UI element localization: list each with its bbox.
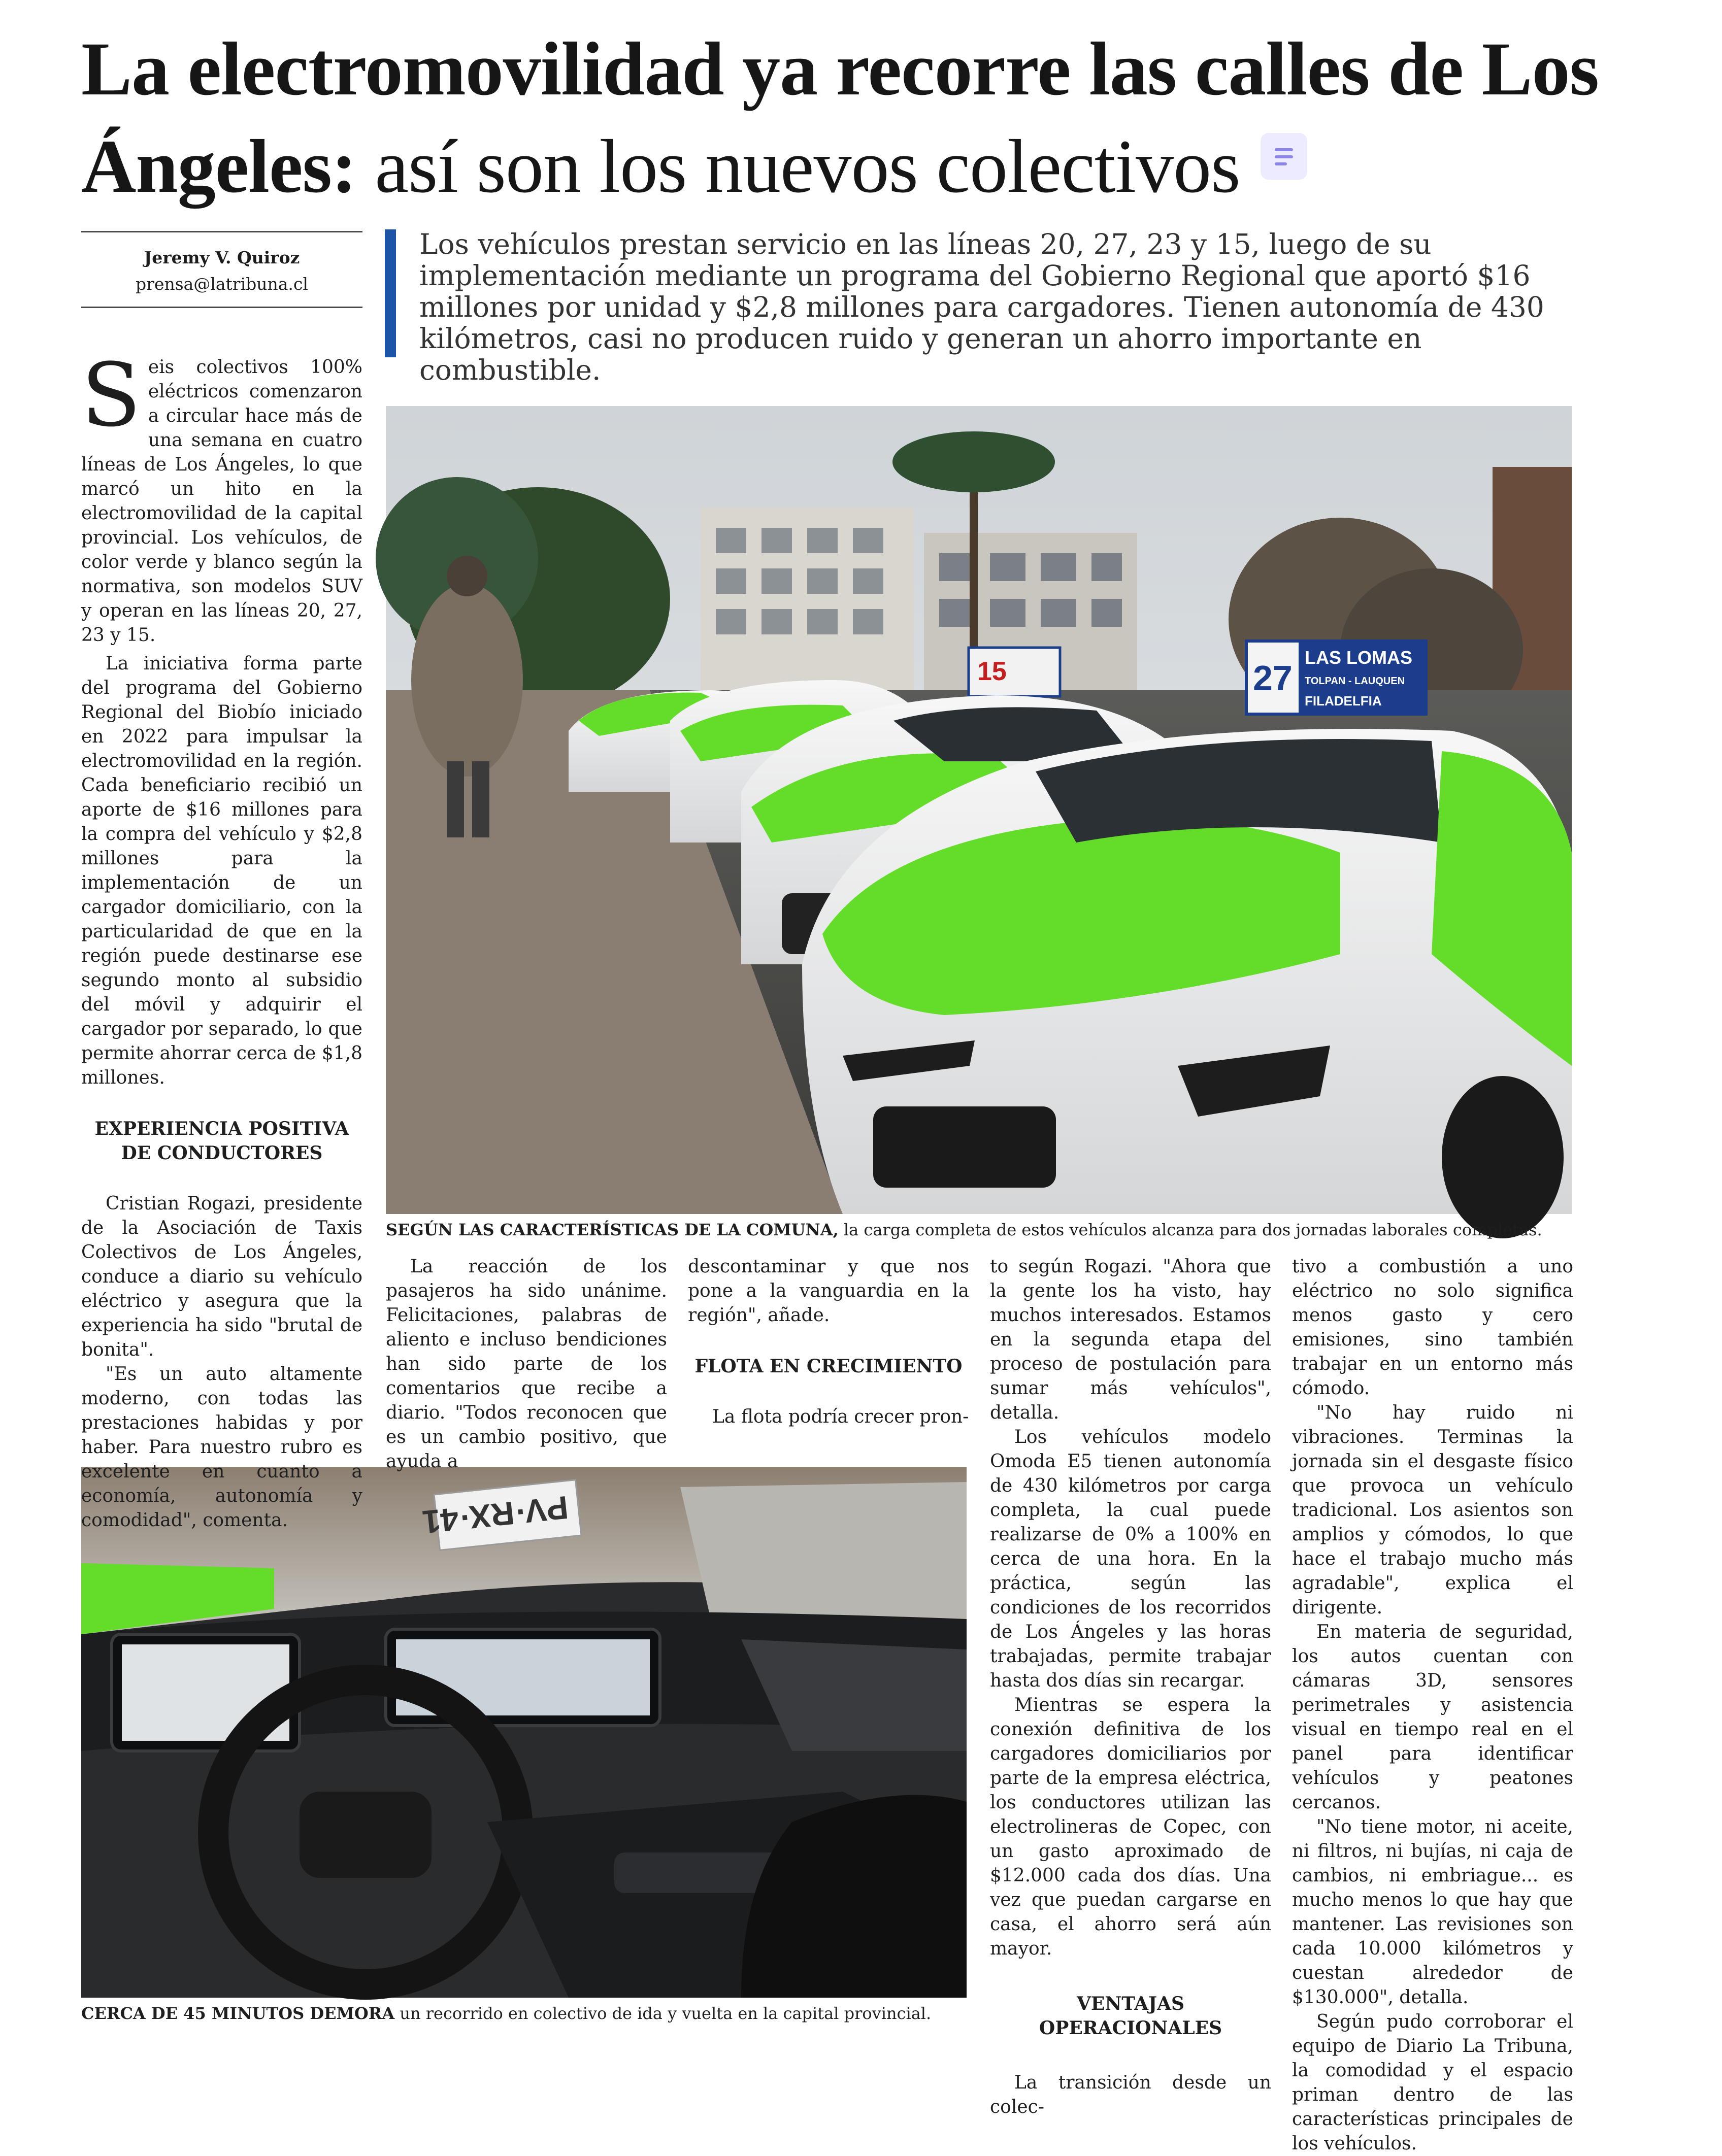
photo-taxis-street	[386, 406, 1572, 1214]
body-column-2	[386, 1255, 667, 1474]
body-paragraph-16: Según pudo corroborar el equipo de Diario La Tribuna, la comodidad y el espacio priman dentro de las características principales de los vehículos.	[1292, 2011, 1573, 2154]
photo1-caption-text: la carga completa de estos vehículos alcanza para dos jornadas laborales completas.	[838, 1220, 1542, 1239]
subhead-flota: FLOTA EN CRECIMIENTO	[694, 1356, 963, 1377]
body-column-1	[81, 344, 362, 1533]
byline-bottom-rule	[81, 307, 362, 308]
body-paragraph-2: La iniciativa forma parte del programa del Gobierno Regional del Biobío iniciado en 2022 para impulsar la electromovilidad en la región. Cada beneficiario recibió un aporte de $16 millones para la compra del vehículo y $2,8 millones para la implementación de un cargador domiciliario, con la particularidad de que en la región puede destinarse ese segundo monto al subsidio del móvil y adquirir el cargador por separado, lo que permite ahorrar cerca de $1,8 millones.	[81, 653, 362, 1088]
body-paragraph-7: La flota podría crecer pron-	[712, 1406, 969, 1427]
document-icon[interactable]	[1261, 133, 1307, 180]
photo-taxi-interior	[81, 1467, 967, 1998]
byline-email: prensa@latribuna.cl	[136, 274, 308, 294]
headline-bold: La electromovilidad ya recorre las calles de Los Ángeles:	[81, 27, 1599, 209]
sign-tolpan: TOLPAN - LAUQUEN	[1305, 676, 1405, 687]
body-paragraph-9: Los vehículos modelo Omoda E5 tienen autonomía de 430 kilómetros por carga completa, la cual puede realizarse de 0% a 100% en cerca de una hora. En la práctica, según las condiciones de los recorridos de Los Ángeles y las horas trabajadas, permite trabajar hasta dos días sin recargar.	[990, 1427, 1271, 1691]
sign-filadelfia: FILADELFIA	[1305, 693, 1382, 709]
deck-accent-bar	[385, 229, 396, 357]
body-column-4	[990, 1255, 1271, 2119]
body-paragraph-5: La reacción de los pasajeros ha sido unánime. Felicitaciones, palabras de aliento e incluso bendiciones han sido parte de los comentarios que recibe a diario. "Todos reconocen que es un cambio positivo, que ayuda a	[386, 1256, 667, 1472]
body-paragraph-1-text: eis colectivos 100% eléctricos comenzaron a circular hace más de una semana en cuatro líneas de Los Ángeles, lo que marcó un hito en la electromovilidad de la capital provincial. Los vehículos, de color verde y blanco según la normativa, son modelos SUV y operan en las líneas 20, 27, 23 y 15.	[81, 357, 362, 646]
photo-interior-illustration	[81, 1467, 967, 1998]
subhead-experiencia: EXPERIENCIA POSITIVA DE CONDUCTORES	[94, 1118, 349, 1164]
interior-plate: PV·RX·41	[420, 1489, 570, 1541]
body-paragraph-11: La transición desde un colec-	[990, 2072, 1271, 2117]
body-paragraph-6: descontaminar y que nos pone a la vanguardia en la región", añade.	[688, 1256, 969, 1326]
sign-line-15: 15	[977, 657, 1007, 686]
body-paragraph-1	[81, 344, 362, 648]
photo2-caption-lead: CERCA DE 45 MINUTOS DEMORA	[81, 2004, 395, 2023]
photo-taxis-illustration	[386, 406, 1572, 1214]
byline-author: Jeremy V. Quiroz	[144, 248, 300, 267]
headline-regular: así son los nuevos colectivos	[375, 124, 1240, 209]
byline-top-rule	[81, 231, 362, 232]
photo1-caption-lead: SEGÚN LAS CARACTERÍSTICAS DE LA COMUNA,	[386, 1220, 839, 1239]
sign-las-lomas: LAS LOMAS	[1305, 647, 1412, 668]
body-paragraph-12: tivo a combustión a uno eléctrico no solo significa menos gasto y cero emisiones, sino también trabajar en un entorno más cómodo.	[1292, 1256, 1573, 1399]
photo2-caption-text: un recorrido en colectivo de ida y vuelta en la capital provincial.	[394, 2004, 932, 2023]
body-column-3	[688, 1255, 969, 1429]
photo2-caption	[81, 2003, 967, 2024]
body-paragraph-14: En materia de seguridad, los autos cuentan con cámaras 3D, sensores perimetrales y asistencia visual en tiempo real en el panel para identificar vehículos y peatones cercanos.	[1292, 1622, 1573, 1813]
body-paragraph-3: Cristian Rogazi, presidente de la Asociación de Taxis Colectivos de Los Ángeles, conduce a diario su vehículo eléctrico y asegura que la experiencia ha sido "brutal de bonita".	[81, 1193, 362, 1360]
sign-line-27: 27	[1253, 658, 1293, 698]
body-paragraph-4: "Es un auto altamente moderno, con todas las prestaciones habidas y por haber. Para nuestro rubro es excelente en cuanto a economía, autonomía y comodidad", comenta.	[81, 1364, 362, 1531]
subhead-ventajas: VENTAJAS OPERACIONALES	[1039, 1993, 1222, 2039]
body-paragraph-10: Mientras se espera la conexión definitiva de los cargadores domiciliarios por parte de la empresa eléctrica, los conductores utilizan las electrolineras de Copec, con un gasto aproximado de $12.000 cada dos días. Una vez que puedan cargarse en casa, el ahorro será aún mayor.	[990, 1695, 1271, 1959]
photo1-caption	[386, 1219, 1572, 1240]
deck: Los vehículos prestan servicio en las líneas 20, 27, 23 y 15, luego de su implementación mediante un programa del Gobierno Regional que aportó $16 millones por unidad y $2,8 millones para cargadores. Tienen autonomía de 430 kilómetros, casi no producen ruido y generan un ahorro importante en combustible.	[419, 228, 1544, 386]
body-column-5	[1292, 1255, 1573, 2156]
body-paragraph-8: to según Rogazi. "Ahora que la gente los ha visto, hay muchos interesados. Estamos en la segunda etapa del proceso de postulación para sumar más vehículos", detalla.	[990, 1256, 1271, 1423]
headline	[81, 20, 1604, 215]
body-paragraph-13: "No hay ruido ni vibraciones. Terminas la jornada sin el desgaste físico que provoca un vehículo tradicional. Los asientos son amplios y cómodos, lo que hace el trabajo mucho más agradable", explica el dirigente.	[1292, 1402, 1573, 1618]
dropcap: S	[81, 344, 141, 446]
body-paragraph-15: "No tiene motor, ni aceite, ni filtros, ni bujías, ni caja de cambios, ni embriague... es mucho menos lo que hay que mantener. Las revisiones son cada 10.000 kilómetros y cuestan alrededor de $130.000", detalla.	[1292, 1816, 1573, 2008]
